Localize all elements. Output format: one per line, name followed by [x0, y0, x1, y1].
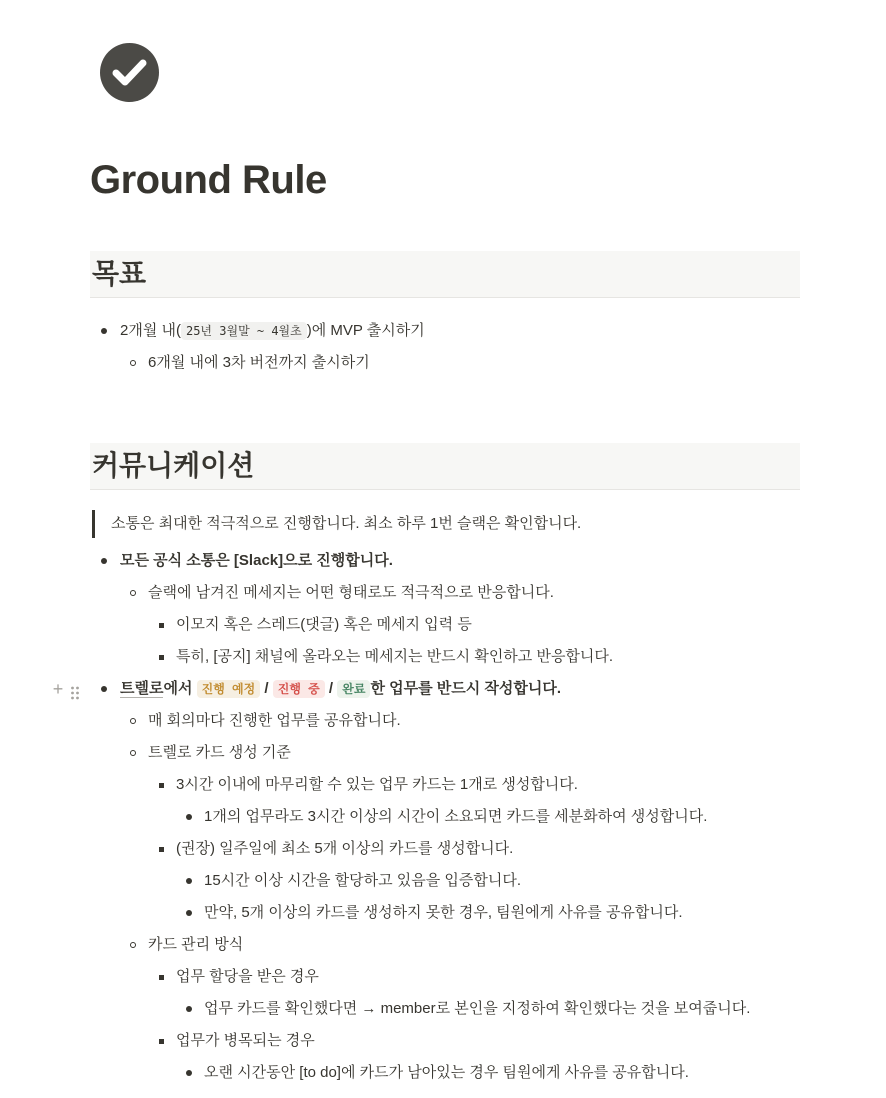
- bullet-square-icon: [155, 961, 167, 993]
- text-segment: /: [260, 680, 273, 697]
- communication-heading-block[interactable]: [90, 443, 800, 490]
- bullet-disc-icon: [183, 801, 195, 833]
- bullet-disc-icon: [183, 1057, 195, 1089]
- bullet-disc-icon: [183, 993, 195, 1025]
- list-item-text: 6개월 내에 3차 버전까지 출시하기: [148, 354, 370, 371]
- bullet-disc-icon: [98, 673, 110, 705]
- quote-block[interactable]: 소통은 최대한 적극적으로 진행합니다. 최소 하루 1번 슬랙은 확인합니다.: [92, 510, 581, 538]
- list-item-text: 3시간 이내에 마무리할 수 있는 업무 카드는 1개로 생성합니다.: [176, 776, 578, 793]
- list-item-text: 트렐로 카드 생성 기준: [148, 744, 291, 761]
- list-item-text: 업무 카드를 확인했다면 → member로 본인을 지정하여 확인했다는 것을 보여줍니다.: [204, 1000, 751, 1017]
- list-item-text: 이모지 혹은 스레드(댓글) 혹은 메세지 입력 등: [176, 616, 472, 633]
- list-item-text: 15시간 이상 시간을 할당하고 있음을 입증합니다.: [204, 872, 522, 889]
- list-item-text: 업무가 병목되는 경우: [176, 1032, 315, 1049]
- text-segment: 에서: [163, 680, 197, 697]
- text-segment: 한 업무를 반드시 작성합니다.: [370, 680, 562, 697]
- bullet-disc-icon: [98, 545, 110, 577]
- goal-heading-block[interactable]: [90, 251, 800, 298]
- drag-handle-icon[interactable]: [70, 681, 80, 697]
- goal-heading: 목표: [92, 258, 147, 289]
- list-item-text: [120, 315, 425, 347]
- bullet-circle-icon: [127, 737, 139, 769]
- bullet-square-icon: [155, 641, 167, 673]
- page-title[interactable]: Ground Rule: [90, 158, 327, 202]
- bullet-disc-icon: [98, 315, 110, 347]
- list-item-text: 업무 할당을 받은 경우: [176, 968, 319, 985]
- bullet-circle-icon: [127, 705, 139, 737]
- bullet-circle-icon: [127, 929, 139, 961]
- bullet-square-icon: [155, 1025, 167, 1057]
- status-tag-planned: 진행 예정: [197, 680, 261, 698]
- bullet-disc-icon: [183, 897, 195, 929]
- list-item-text: 1개의 업무라도 3시간 이상의 시간이 소요되면 카드를 세분화하여 생성합니다.: [204, 808, 708, 825]
- bullet-square-icon: [155, 769, 167, 801]
- list-item-text: 모든 공식 소통은 [Slack]으로 진행합니다.: [120, 552, 393, 569]
- text-segment: 2개월 내(: [120, 322, 181, 339]
- bullet-disc-icon: [183, 865, 195, 897]
- inline-code: 25년 3월말 ~ 4월초: [181, 322, 307, 340]
- bullet-square-icon: [155, 609, 167, 641]
- trello-link[interactable]: 트렐로: [120, 680, 164, 697]
- add-block-icon[interactable]: +: [52, 679, 64, 699]
- list-item-text: 카드 관리 방식: [148, 936, 244, 953]
- status-tag-done: 완료: [337, 680, 370, 698]
- list-item-text: [120, 673, 561, 705]
- bullet-circle-icon: [127, 347, 139, 379]
- communication-heading: 커뮤니케이션: [92, 450, 255, 481]
- list-item-text: 슬랙에 남겨진 메세지는 어떤 형태로도 적극적으로 반응합니다.: [148, 584, 554, 601]
- list-item-text: (권장) 일주일에 최소 5개 이상의 카드를 생성합니다.: [176, 840, 514, 857]
- list-item-text: 만약, 5개 이상의 카드를 생성하지 못한 경우, 팀원에게 사유를 공유합니다.: [204, 904, 683, 921]
- bullet-circle-icon: [127, 577, 139, 609]
- text-segment: /: [324, 680, 338, 697]
- text-segment: )에 MVP 출시하기: [306, 322, 425, 339]
- list-item-text: 오랜 시간동안 [to do]에 카드가 남아있는 경우 팀원에게 사유를 공유합니다.: [204, 1064, 689, 1081]
- check-circle-icon[interactable]: [100, 43, 159, 102]
- bullet-square-icon: [155, 833, 167, 865]
- status-tag-in-progress: 진행 중: [273, 680, 325, 698]
- list-item-text: 매 회의마다 진행한 업무를 공유합니다.: [148, 712, 401, 729]
- list-item-text: 특히, [공지] 채널에 올라오는 메세지는 반드시 확인하고 반응합니다.: [176, 648, 614, 665]
